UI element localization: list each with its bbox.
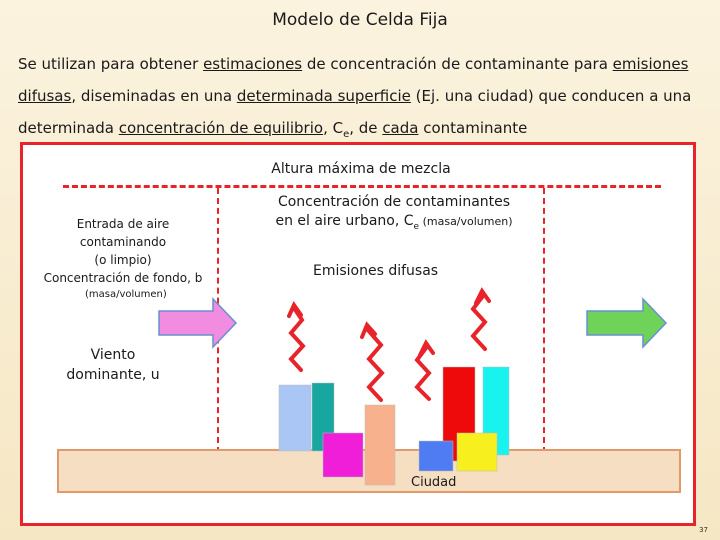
inflow-arrow-icon <box>159 299 236 347</box>
city-label: Ciudad <box>411 475 457 490</box>
emission-squiggle-icon <box>289 305 303 370</box>
emissions-label: Emisiones difusas <box>313 263 439 279</box>
building <box>419 441 453 471</box>
wind-label: Viento dominante, u <box>66 347 160 383</box>
diagram-graphics <box>23 145 699 529</box>
concentration-label: Concentración de contaminantes en el aire urbano, $C_e$ (masa/volumen) <box>275 194 513 232</box>
intro-line-1: Se utilizan para obtener estimaciones de concentración de contaminante para emisiones <box>18 55 689 73</box>
diagram-frame <box>20 142 696 526</box>
inflow-unit-label: (masa/volumen) <box>85 289 167 300</box>
building <box>323 433 363 477</box>
inflow-label: Entrada de aire contaminando (o limpio) Concentración de fondo, b <box>43 217 203 285</box>
intro-text <box>18 48 708 151</box>
page-number: 37 <box>699 526 708 534</box>
building <box>279 385 311 451</box>
emission-squiggle-icon <box>473 291 489 349</box>
emission-squiggle-icon <box>417 343 433 399</box>
building <box>365 405 395 485</box>
outflow-arrow-icon <box>587 299 666 347</box>
emission-squiggle-icon <box>362 325 382 400</box>
intro-line-3: determinada concentración de equilibrio, $C_e$, de cada contaminante <box>18 119 528 140</box>
intro-line-2: difusas, diseminadas en una determinada superficie (Ej. una ciudad) que conducen a una <box>18 87 692 105</box>
mixing-height-label: Altura máxima de mezcla <box>271 161 451 177</box>
building <box>457 433 497 471</box>
slide-title: Modelo de Celda Fija <box>272 10 448 30</box>
